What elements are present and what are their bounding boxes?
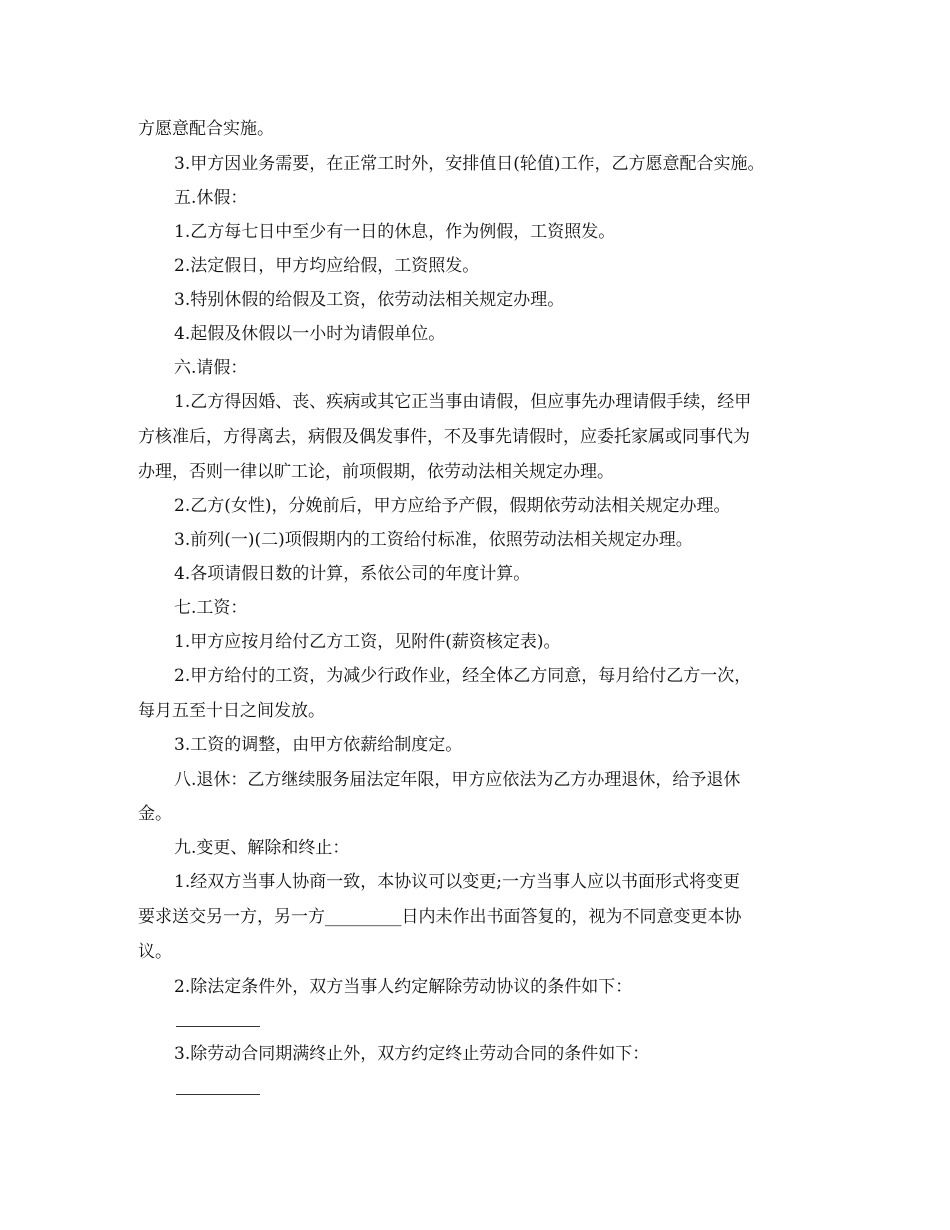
text-line: 2.法定假日，甲方均应给假，工资照发。 bbox=[174, 256, 480, 276]
text-line: 金。 bbox=[138, 804, 172, 824]
text-line: 3.特别休假的给假及工资，依劳动法相关规定办理。 bbox=[174, 290, 565, 310]
text-line: 4.各项请假日数的计算，系依公司的年度计算。 bbox=[174, 564, 531, 584]
blank-fill-line bbox=[176, 1026, 260, 1027]
text-line: 2.乙方(女性)，分娩前后，甲方应给予产假，假期依劳动法相关规定办理。 bbox=[174, 496, 731, 516]
section-heading: 八.退休：乙方继续服务届法定年限，甲方应依法为乙方办理退休，给予退休 bbox=[174, 770, 741, 790]
text-line: 1.甲方应按月给付乙方工资，见附件(薪资核定表)。 bbox=[174, 632, 561, 652]
text-line: 1.乙方得因婚、丧、疾病或其它正当事由请假，但应事先办理请假手续，经甲 bbox=[174, 392, 752, 412]
text-line: 3.甲方因业务需要，在正常工时外，安排值日(轮值)工作，乙方愿意配合实施。 bbox=[174, 154, 765, 174]
text-line: 4.起假及休假以一小时为请假单位。 bbox=[174, 324, 446, 344]
section-heading: 六.请假： bbox=[174, 358, 248, 378]
text-line: 方核准后，方得离去，病假及偶发事件，不及事先请假时，应委托家属或同事代为 bbox=[138, 427, 750, 447]
text-line: 每月五至十日之间发放。 bbox=[138, 701, 325, 721]
text-line: 3.除劳动合同期满终止外，双方约定终止劳动合同的条件如下： bbox=[174, 1044, 650, 1064]
blank-fill-line bbox=[176, 1094, 260, 1095]
text-line: 办理，否则一律以旷工论，前项假期，依劳动法相关规定办理。 bbox=[138, 462, 614, 482]
text-line: 3.工资的调整，由甲方依薪给制度定。 bbox=[174, 735, 463, 755]
section-heading: 九.变更、解除和终止： bbox=[174, 838, 350, 858]
section-heading: 五.休假： bbox=[174, 188, 248, 208]
text-line: 1.经双方当事人协商一致，本协议可以变更;一方当事人应以书面形式将变更 bbox=[174, 872, 740, 892]
text-line: 3.前列(一)(二)项假期内的工资给付标准，依照劳动法相关规定办理。 bbox=[174, 530, 693, 550]
section-heading: 七.工资： bbox=[174, 598, 248, 618]
text-line: 2.除法定条件外，双方当事人约定解除劳动协议的条件如下： bbox=[174, 977, 633, 997]
text-line: 2.甲方给付的工资，为减少行政作业，经全体乙方同意，每月给付乙方一次， bbox=[174, 666, 752, 686]
text-line: 方愿意配合实施。 bbox=[138, 119, 274, 139]
text-line: 1.乙方每七日中至少有一日的休息，作为例假，工资照发。 bbox=[174, 222, 616, 242]
text-line: 要求送交另一方，另一方_________日内未作出书面答复的，视为不同意变更本协 bbox=[138, 907, 742, 927]
text-line: 议。 bbox=[138, 942, 172, 962]
